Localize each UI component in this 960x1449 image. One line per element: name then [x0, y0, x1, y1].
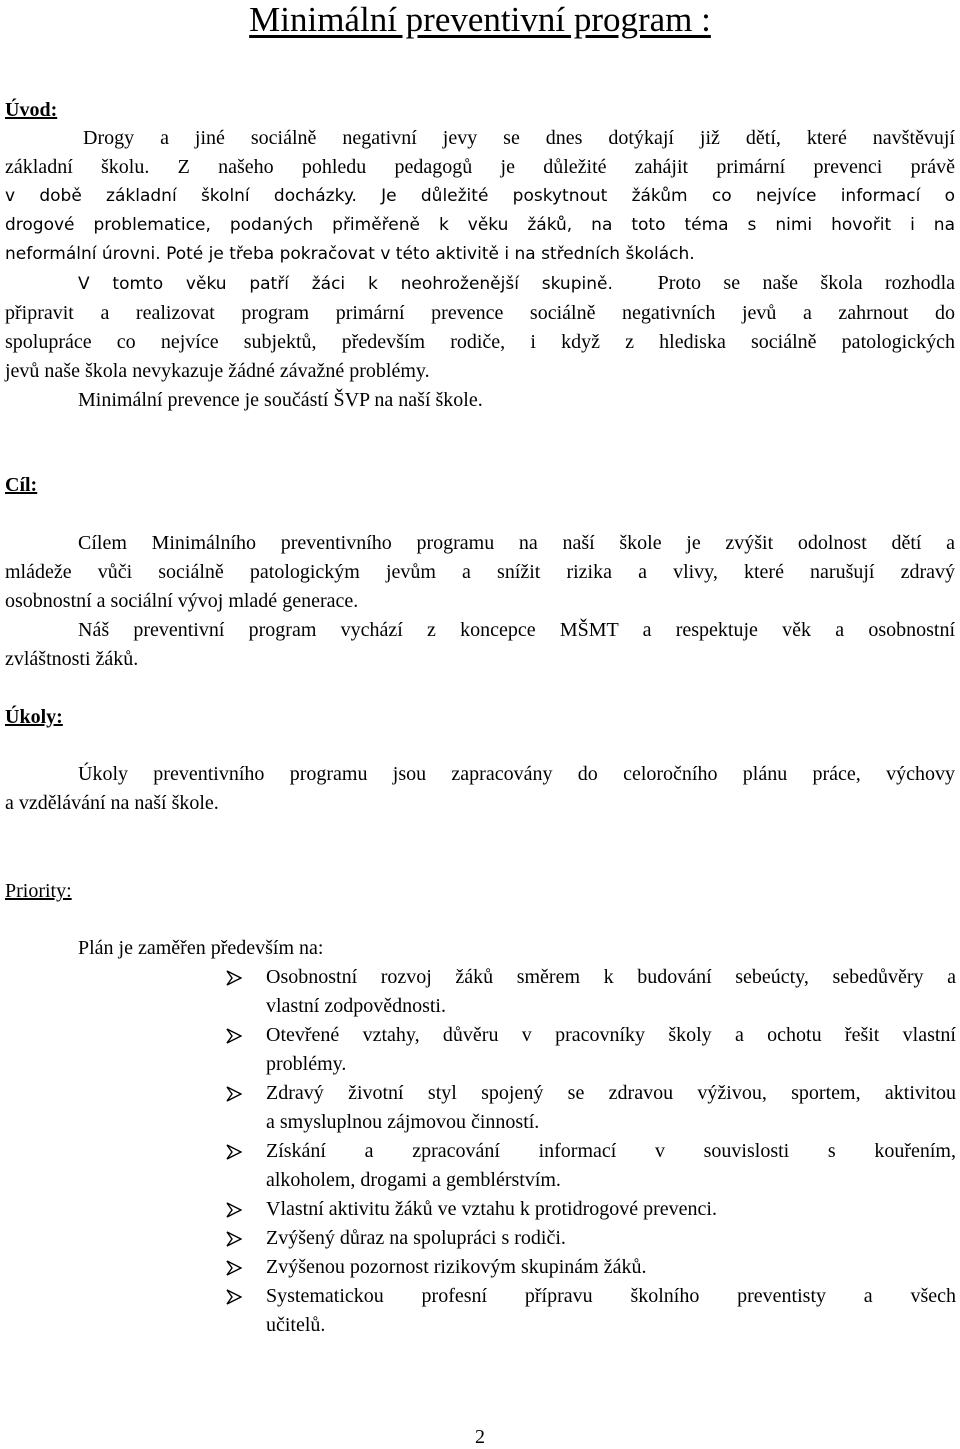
priority-item-line: problémy.: [266, 1053, 347, 1075]
priority-item-line: Zvýšený důraz na spolupráci s rodiči.: [266, 1227, 566, 1249]
intro-line: neformální úrovni. Poté je třeba pokračovat v této aktivitě i na středních školách.: [5, 244, 695, 264]
intro-line-sans: V tomto věku patří žáci k neohroženější skupině.: [78, 274, 613, 294]
priority-item: [222, 963, 956, 1021]
priority-item: [222, 1137, 956, 1195]
arrow-bullet-icon: [226, 970, 242, 986]
tasks-line: a vzdělávání na naší škole.: [5, 792, 219, 814]
priority-item-line: Zvýšenou pozornost rizikovým skupinám žáků.: [266, 1256, 647, 1278]
goal-paragraph: [5, 529, 955, 674]
priority-item-line: Systematickou profesní přípravu školního preventisty a všech: [266, 1285, 956, 1307]
arrow-bullet-icon: [226, 1231, 242, 1247]
intro-line: [5, 269, 955, 299]
tasks-line: Úkoly preventivního programu jsou zapracovány do celoročního plánu práce, výchovy: [78, 763, 955, 785]
priority-item-line: vlastní zodpovědnosti.: [266, 995, 446, 1017]
intro-heading: Úvod:: [5, 99, 58, 121]
goal-line: Cílem Minimálního preventivního programu na naší škole je zvýšit odolnost dětí a: [78, 532, 955, 554]
page-title: Minimální preventivní program :: [249, 0, 711, 39]
arrow-bullet-icon: [226, 1144, 242, 1160]
intro-line: připravit a realizovat program primární prevence sociálně negativních jevů a zahrnout do: [5, 302, 955, 324]
priority-item-line: Zdravý životní styl spojený se zdravou výživou, sportem, aktivitou: [266, 1082, 956, 1104]
intro-line: spolupráce co nejvíce subjektů, především rodiče, i když z hlediska sociálně patologických: [5, 331, 955, 353]
intro-line: drogové problematice, podaných přiměřeně k věku žáků, na toto téma s nimi hovořit i na: [5, 215, 955, 235]
priority-item-line: učitelů.: [266, 1314, 326, 1336]
priorities-list: [222, 963, 956, 1340]
intro-line: základní školu. Z našeho pohledu pedagogů je důležité zahájit primární prevenci právě: [5, 156, 955, 178]
intro-paragraph: [5, 124, 955, 415]
priorities-intro-text: Plán je zaměřen především na:: [78, 937, 324, 959]
tasks-heading: Úkoly:: [5, 706, 63, 728]
intro-line: jevů naše škola nevykazuje žádné závažné problémy.: [5, 360, 430, 382]
priority-item: [222, 1195, 956, 1224]
priority-item-line: Osobnostní rozvoj žáků směrem k budování sebeúcty, sebedůvěry a: [266, 966, 956, 988]
intro-line-serif: Proto se naše škola rozhodla: [657, 272, 955, 294]
arrow-bullet-icon: [226, 1202, 242, 1218]
priority-item-line: Získání a zpracování informací v souvislosti s kouřením,: [266, 1140, 956, 1162]
arrow-bullet-icon: [226, 1289, 242, 1305]
intro-line-start: v době základní školní docházky. Je důležité poskytnout žákům co nejvíce informací o: [5, 186, 955, 206]
goal-heading: Cíl:: [5, 474, 38, 496]
priorities-heading: Priority:: [5, 880, 72, 902]
priority-item: [222, 1021, 956, 1079]
goal-line: osobnostní a sociální vývoj mladé generace.: [5, 590, 359, 612]
priority-item: [222, 1079, 956, 1137]
priority-item-line: Otevřené vztahy, důvěru v pracovníky školy a ochotu řešit vlastní: [266, 1024, 956, 1046]
arrow-bullet-icon: [226, 1028, 242, 1044]
priority-item: [222, 1253, 956, 1282]
priorities-intro: [5, 934, 955, 963]
arrow-bullet-icon: [226, 1260, 242, 1276]
priority-item: [222, 1224, 956, 1253]
page-number: 2: [475, 1426, 485, 1448]
intro-line: Drogy a jiné sociálně negativní jevy se dnes dotýkají již dětí, které navštěvují: [83, 127, 955, 149]
tasks-paragraph: [5, 760, 955, 818]
priority-item-line: Vlastní aktivitu žáků ve vztahu k protidrogové prevenci.: [266, 1198, 717, 1220]
priority-item-line: a smysluplnou zájmovou činností.: [266, 1111, 540, 1133]
intro-line: Minimální prevence je součástí ŠVP na naší škole.: [78, 389, 483, 411]
intro-line: [5, 182, 955, 211]
goal-line: zvláštnosti žáků.: [5, 648, 139, 670]
priority-item: [222, 1282, 956, 1340]
priority-item-line: alkoholem, drogami a gemblérstvím.: [266, 1169, 561, 1191]
goal-line: mládeže vůči sociálně patologickým jevům a snížit rizika a vlivy, které narušují zdravý: [5, 561, 955, 583]
goal-line: Náš preventivní program vychází z koncepce MŠMT a respektuje věk a osobnostní: [78, 619, 955, 641]
arrow-bullet-icon: [226, 1086, 242, 1102]
